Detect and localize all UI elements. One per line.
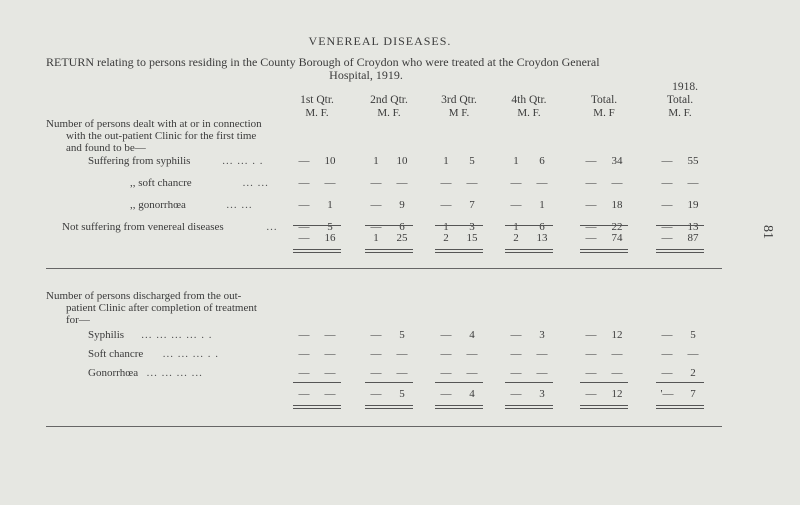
row-label: ,, gonorrhœa bbox=[130, 199, 186, 211]
table-cell: — bbox=[370, 221, 382, 233]
total-cell: — bbox=[370, 388, 382, 400]
table-cell: 1 bbox=[443, 155, 449, 167]
row-label: Syphilis bbox=[88, 329, 125, 341]
column-mf-label: M. F. bbox=[305, 107, 329, 119]
total-cell: — bbox=[510, 388, 522, 400]
row-label: Suffering from syphilis bbox=[88, 155, 191, 167]
table-cell: — bbox=[466, 367, 478, 379]
table-cell: — bbox=[440, 348, 452, 360]
table-cell: 3 bbox=[469, 221, 475, 233]
row-dots: ... ... ... . . bbox=[162, 348, 220, 360]
table-cell: — bbox=[298, 348, 310, 360]
total-double-rule bbox=[435, 249, 483, 253]
column-header: 4th Qtr. bbox=[511, 94, 547, 106]
total-cell: 3 bbox=[539, 388, 545, 400]
table-cell: — bbox=[510, 177, 522, 189]
column-mf-label: M. F. bbox=[377, 107, 401, 119]
total-cell: — bbox=[585, 232, 597, 244]
total-double-rule bbox=[505, 405, 553, 409]
table-cell: — bbox=[298, 155, 310, 167]
table-cell: — bbox=[661, 221, 673, 233]
table-cell: 55 bbox=[687, 155, 699, 167]
total-cell: 12 bbox=[611, 388, 623, 400]
table-cell: — bbox=[536, 367, 548, 379]
table-cell: 34 bbox=[611, 155, 623, 167]
total-rule bbox=[365, 225, 413, 226]
table-cell: — bbox=[661, 367, 673, 379]
total-cell: — bbox=[661, 232, 673, 244]
row-dots: ... ... ... ... . . bbox=[141, 329, 213, 341]
table-cell: — bbox=[611, 348, 623, 360]
intro-text-line2: Hospital, 1919. bbox=[329, 68, 403, 82]
total-double-rule bbox=[293, 249, 341, 253]
table-cell: — bbox=[440, 367, 452, 379]
row-label: Soft chancre bbox=[88, 348, 144, 360]
heading-line: with the out-patient Clinic for the first time bbox=[66, 130, 257, 142]
total-double-rule bbox=[580, 249, 628, 253]
total-cell: 2 bbox=[513, 232, 519, 244]
table-cell: — bbox=[585, 199, 597, 211]
total-cell: 25 bbox=[396, 232, 408, 244]
row-label: Not suffering from venereal diseases bbox=[62, 221, 224, 233]
total-double-rule bbox=[580, 405, 628, 409]
table-cell: — bbox=[396, 348, 408, 360]
total-rule bbox=[656, 225, 704, 226]
column-header: 2nd Qtr. bbox=[370, 94, 408, 106]
table-cell: — bbox=[324, 329, 336, 341]
table-cell: — bbox=[611, 367, 623, 379]
total-cell: 16 bbox=[324, 232, 336, 244]
heading-line: for— bbox=[66, 314, 90, 326]
total-rule bbox=[505, 382, 553, 383]
table-cell: — bbox=[585, 367, 597, 379]
row-dots: ... ... . . bbox=[222, 155, 264, 167]
table-cell: — bbox=[370, 348, 382, 360]
row-label: Gonorrhœa bbox=[88, 367, 139, 379]
table-cell: 3 bbox=[539, 329, 545, 341]
table-cell: — bbox=[611, 177, 623, 189]
table-cell: — bbox=[324, 367, 336, 379]
table-cell: — bbox=[661, 348, 673, 360]
table-cell: — bbox=[687, 177, 699, 189]
table-cell: 10 bbox=[324, 155, 336, 167]
intro-text-line1: RETURN relating to persons residing in the County Borough of Croydon who were treated at the Croydon General bbox=[46, 55, 600, 69]
table-cell: — bbox=[466, 177, 478, 189]
row-dots: ... ... bbox=[226, 199, 253, 211]
table-cell: — bbox=[510, 348, 522, 360]
table-cell: 4 bbox=[469, 329, 475, 341]
table-cell: — bbox=[440, 329, 452, 341]
table-cell: 9 bbox=[399, 199, 405, 211]
total-cell: 15 bbox=[466, 232, 478, 244]
year-1918-label: 1918. bbox=[672, 81, 698, 93]
table-cell: 12 bbox=[611, 329, 623, 341]
table-cell: 22 bbox=[611, 221, 623, 233]
table-cell: — bbox=[661, 199, 673, 211]
table-cell: 5 bbox=[690, 329, 696, 341]
table-cell: — bbox=[370, 329, 382, 341]
table-cell: 1 bbox=[327, 199, 333, 211]
total-rule bbox=[580, 382, 628, 383]
table-cell: — bbox=[510, 199, 522, 211]
table-cell: — bbox=[298, 367, 310, 379]
total-rule bbox=[293, 382, 341, 383]
total-rule bbox=[435, 382, 483, 383]
table-cell: — bbox=[298, 177, 310, 189]
table-cell: — bbox=[324, 348, 336, 360]
total-cell: 5 bbox=[399, 388, 405, 400]
table-cell: — bbox=[687, 348, 699, 360]
total-cell: 7 bbox=[690, 388, 696, 400]
table-cell: — bbox=[585, 155, 597, 167]
table-cell: — bbox=[585, 221, 597, 233]
total-cell: — bbox=[324, 388, 336, 400]
table-cell: — bbox=[298, 221, 310, 233]
total-cell: — bbox=[585, 388, 597, 400]
table-cell: — bbox=[396, 367, 408, 379]
column-header: 1st Qtr. bbox=[300, 94, 334, 106]
row-label: ,, soft chancre bbox=[130, 177, 192, 189]
total-cell: — bbox=[298, 388, 310, 400]
table-cell: — bbox=[324, 177, 336, 189]
table-cell: 6 bbox=[539, 155, 545, 167]
table-cell: — bbox=[536, 348, 548, 360]
column-mf-label: M. F. bbox=[668, 107, 692, 119]
table-cell: — bbox=[466, 348, 478, 360]
table-cell: 1 bbox=[373, 155, 379, 167]
table-cell: 6 bbox=[399, 221, 405, 233]
table-cell: — bbox=[661, 329, 673, 341]
column-mf-label: M. F. bbox=[517, 107, 541, 119]
total-cell: 4 bbox=[469, 388, 475, 400]
table-cell: — bbox=[585, 329, 597, 341]
table-cell: — bbox=[370, 177, 382, 189]
total-cell: 74 bbox=[611, 232, 623, 244]
table-cell: 19 bbox=[687, 199, 699, 211]
page-number: 81 bbox=[760, 225, 775, 239]
table-cell: 6 bbox=[539, 221, 545, 233]
total-cell: — bbox=[298, 232, 310, 244]
total-cell: 2 bbox=[443, 232, 449, 244]
column-header: 3rd Qtr. bbox=[441, 94, 477, 106]
column-mf-label: M. F bbox=[593, 107, 615, 119]
total-rule bbox=[293, 225, 341, 226]
total-cell: — bbox=[440, 388, 452, 400]
bottom-divider bbox=[46, 426, 722, 427]
total-rule bbox=[365, 382, 413, 383]
table-cell: — bbox=[440, 199, 452, 211]
total-rule bbox=[435, 225, 483, 226]
table-cell: 18 bbox=[611, 199, 623, 211]
heading-line: Number of persons discharged from the out- bbox=[46, 290, 242, 302]
table-cell: — bbox=[585, 177, 597, 189]
total-double-rule bbox=[656, 405, 704, 409]
table-cell: 5 bbox=[399, 329, 405, 341]
total-rule bbox=[505, 225, 553, 226]
column-mf-label: M F. bbox=[448, 107, 470, 119]
total-double-rule bbox=[435, 405, 483, 409]
total-rule bbox=[656, 382, 704, 383]
row-dots: ... ... ... ... bbox=[146, 367, 203, 379]
table-cell: — bbox=[661, 155, 673, 167]
table-cell: — bbox=[396, 177, 408, 189]
table-cell: — bbox=[370, 199, 382, 211]
table-cell: 5 bbox=[327, 221, 333, 233]
heading-line: and found to be— bbox=[66, 142, 146, 154]
total-double-rule bbox=[293, 405, 341, 409]
table-cell: — bbox=[585, 348, 597, 360]
total-cell: '— bbox=[660, 388, 674, 400]
column-header: Total. bbox=[590, 94, 618, 106]
table-cell: 1 bbox=[443, 221, 449, 233]
total-double-rule bbox=[365, 249, 413, 253]
table-cell: 10 bbox=[396, 155, 408, 167]
table-cell: — bbox=[510, 367, 522, 379]
table-cell: 1 bbox=[513, 221, 519, 233]
total-cell: 13 bbox=[536, 232, 548, 244]
section-divider bbox=[46, 268, 722, 269]
table-cell: — bbox=[440, 177, 452, 189]
table-cell: 1 bbox=[539, 199, 545, 211]
table-cell: 1 bbox=[513, 155, 519, 167]
table-cell: — bbox=[298, 329, 310, 341]
row-dots: ... ... bbox=[242, 177, 269, 189]
page-title: VENEREAL DISEASES. bbox=[308, 34, 452, 48]
total-double-rule bbox=[365, 405, 413, 409]
column-header: Total. bbox=[666, 94, 694, 106]
total-cell: 1 bbox=[373, 232, 379, 244]
table-cell: 13 bbox=[687, 221, 699, 233]
table-cell: 2 bbox=[690, 367, 696, 379]
table-cell: — bbox=[661, 177, 673, 189]
total-double-rule bbox=[505, 249, 553, 253]
heading-line: Number of persons dealt with at or in connection bbox=[46, 118, 262, 130]
table-cell: — bbox=[298, 199, 310, 211]
table-cell: — bbox=[370, 367, 382, 379]
total-double-rule bbox=[656, 249, 704, 253]
row-dots: ... bbox=[266, 221, 278, 233]
table-cell: 7 bbox=[469, 199, 475, 211]
heading-line: patient Clinic after completion of treatment bbox=[66, 302, 257, 314]
table-cell: — bbox=[536, 177, 548, 189]
table-cell: 5 bbox=[469, 155, 475, 167]
total-cell: 87 bbox=[687, 232, 699, 244]
table-cell: — bbox=[510, 329, 522, 341]
total-rule bbox=[580, 225, 628, 226]
